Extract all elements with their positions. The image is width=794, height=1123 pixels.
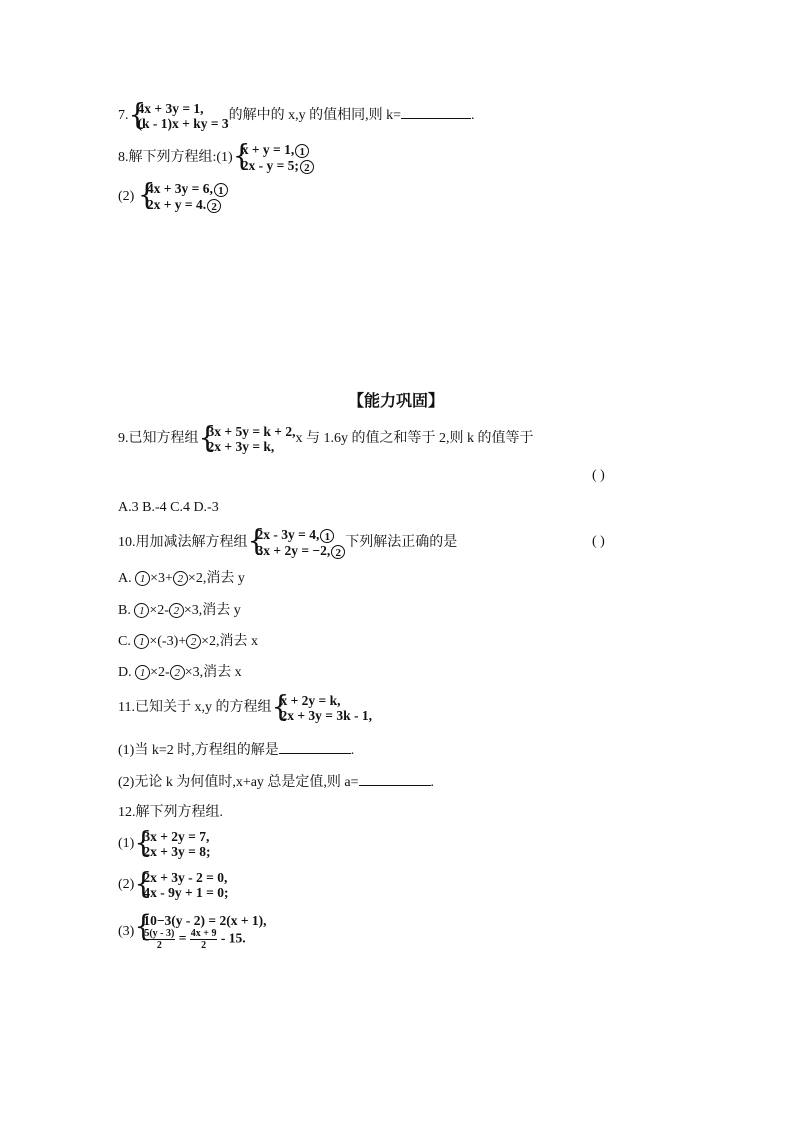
q7-text: 的解中的 x,y 的值相同,则 k= <box>228 108 402 124</box>
q10-option-a: A. 1 ×3+ 2 ×2,消去 y <box>118 571 245 586</box>
q10-answer-paren: ( ) <box>592 534 605 549</box>
q9-equation-system: { 3x + 5y = k + 2, 2x + 3y = k, <box>198 420 296 455</box>
question-11: 11.已知关于 x,y 的方程组 { x + 2y = k, 2x + 3y = 3k - 1, <box>118 689 372 724</box>
circled-2-mark: 2 <box>300 160 314 174</box>
q10-option-b: B. 1 ×2- 2 ×3,消去 y <box>118 603 241 618</box>
q10-option-c: C. 1 ×(-3)+ 2 ×2,消去 x <box>118 634 259 649</box>
section-heading: 【能力巩固】 <box>348 391 445 410</box>
q7-equation-system: { 4x + 3y = 1, (k - 1)x + ky = 3 <box>128 97 229 132</box>
q12-p3-fraction-2: $\frac{4x + 9}{2}$ <box>190 928 217 951</box>
q9-options: A.3 B.-4 C.4 D.-3 <box>118 500 219 515</box>
q11-blank-1 <box>279 741 351 754</box>
q8-p2-label: (2) <box>118 189 138 205</box>
q7-number: 7. <box>118 108 129 124</box>
question-9: 9.已知方程组 { 3x + 5y = k + 2, 2x + 3y = k, x 与 1.6y 的值之和等于 2,则 k 的值等于 <box>118 420 534 455</box>
q12-part-3: (3) { 10−3(y - 2) = 2(x + 1), $\frac{5(y - 3)}{2}$ = $\frac{4x + 9}{2}$ - 15. <box>118 908 267 951</box>
q9-answer-paren: ( ) <box>592 468 605 483</box>
q11-part-1: (1)当 k=2 时,方程组的解是 . <box>118 743 355 758</box>
q12-part-1: (1) { 3x + 2y = 7, 2x + 3y = 8; <box>118 825 211 860</box>
circled-1-mark: 1 <box>320 529 334 543</box>
q8-p2-system: { 4x + 3y = 6, 1 2x + y = 4. 2 <box>138 181 228 213</box>
question-8-part-1 <box>118 138 314 174</box>
q8-p1-system: { x + y = 1, 1 2x - y = 5; 2 <box>233 142 314 174</box>
question-12: 12.解下列方程组. <box>118 805 223 820</box>
question-7: 7. { 4x + 3y = 1, (k - 1)x + ky = 3 的解中的 x,y 的值相同,则 k= . <box>118 97 475 132</box>
q10-text: 下列解法正确的是 <box>345 535 458 551</box>
q9-text: x 与 1.6y 的值之和等于 2,则 k 的值等于 <box>295 431 534 447</box>
q8-prefix: 8.解下列方程组:(1) <box>118 150 233 166</box>
q12-part-2: (2) { 2x + 3y - 2 = 0, 4x - 9y + 1 = 0; <box>118 866 229 901</box>
q11-blank-2 <box>359 773 431 786</box>
circled-2-mark: 2 <box>207 199 221 213</box>
circled-1-mark: 1 <box>295 144 309 158</box>
q11-part-2: (2)无论 k 为何值时,x+ay 总是定值,则 a= . <box>118 775 435 790</box>
q10-equation-system: { 2x - 3y = 4, 1 3x + 2y = −2, 2 <box>248 527 346 559</box>
circled-1-mark: 1 <box>214 183 228 197</box>
q7-eq2: (k - 1)x + ky = 3 <box>137 116 229 131</box>
question-8-part-2 <box>118 177 228 213</box>
q7-answer-blank <box>401 106 471 119</box>
circled-2-mark: 2 <box>331 545 345 559</box>
q11-equation-system: { x + 2y = k, 2x + 3y = 3k - 1, <box>271 689 372 724</box>
q10-option-d: D. 1 ×2- 2 ×3,消去 x <box>118 665 242 680</box>
q7-eq1: 4x + 3y = 1, <box>137 101 204 116</box>
question-10: 10.用加减法解方程组 { 2x - 3y = 4, 1 3x + 2y = −2, 2 下列解法正确的是 <box>118 523 458 559</box>
q12-p3-fraction-1: $\frac{5(y - 3)}{2}$ <box>144 928 175 951</box>
